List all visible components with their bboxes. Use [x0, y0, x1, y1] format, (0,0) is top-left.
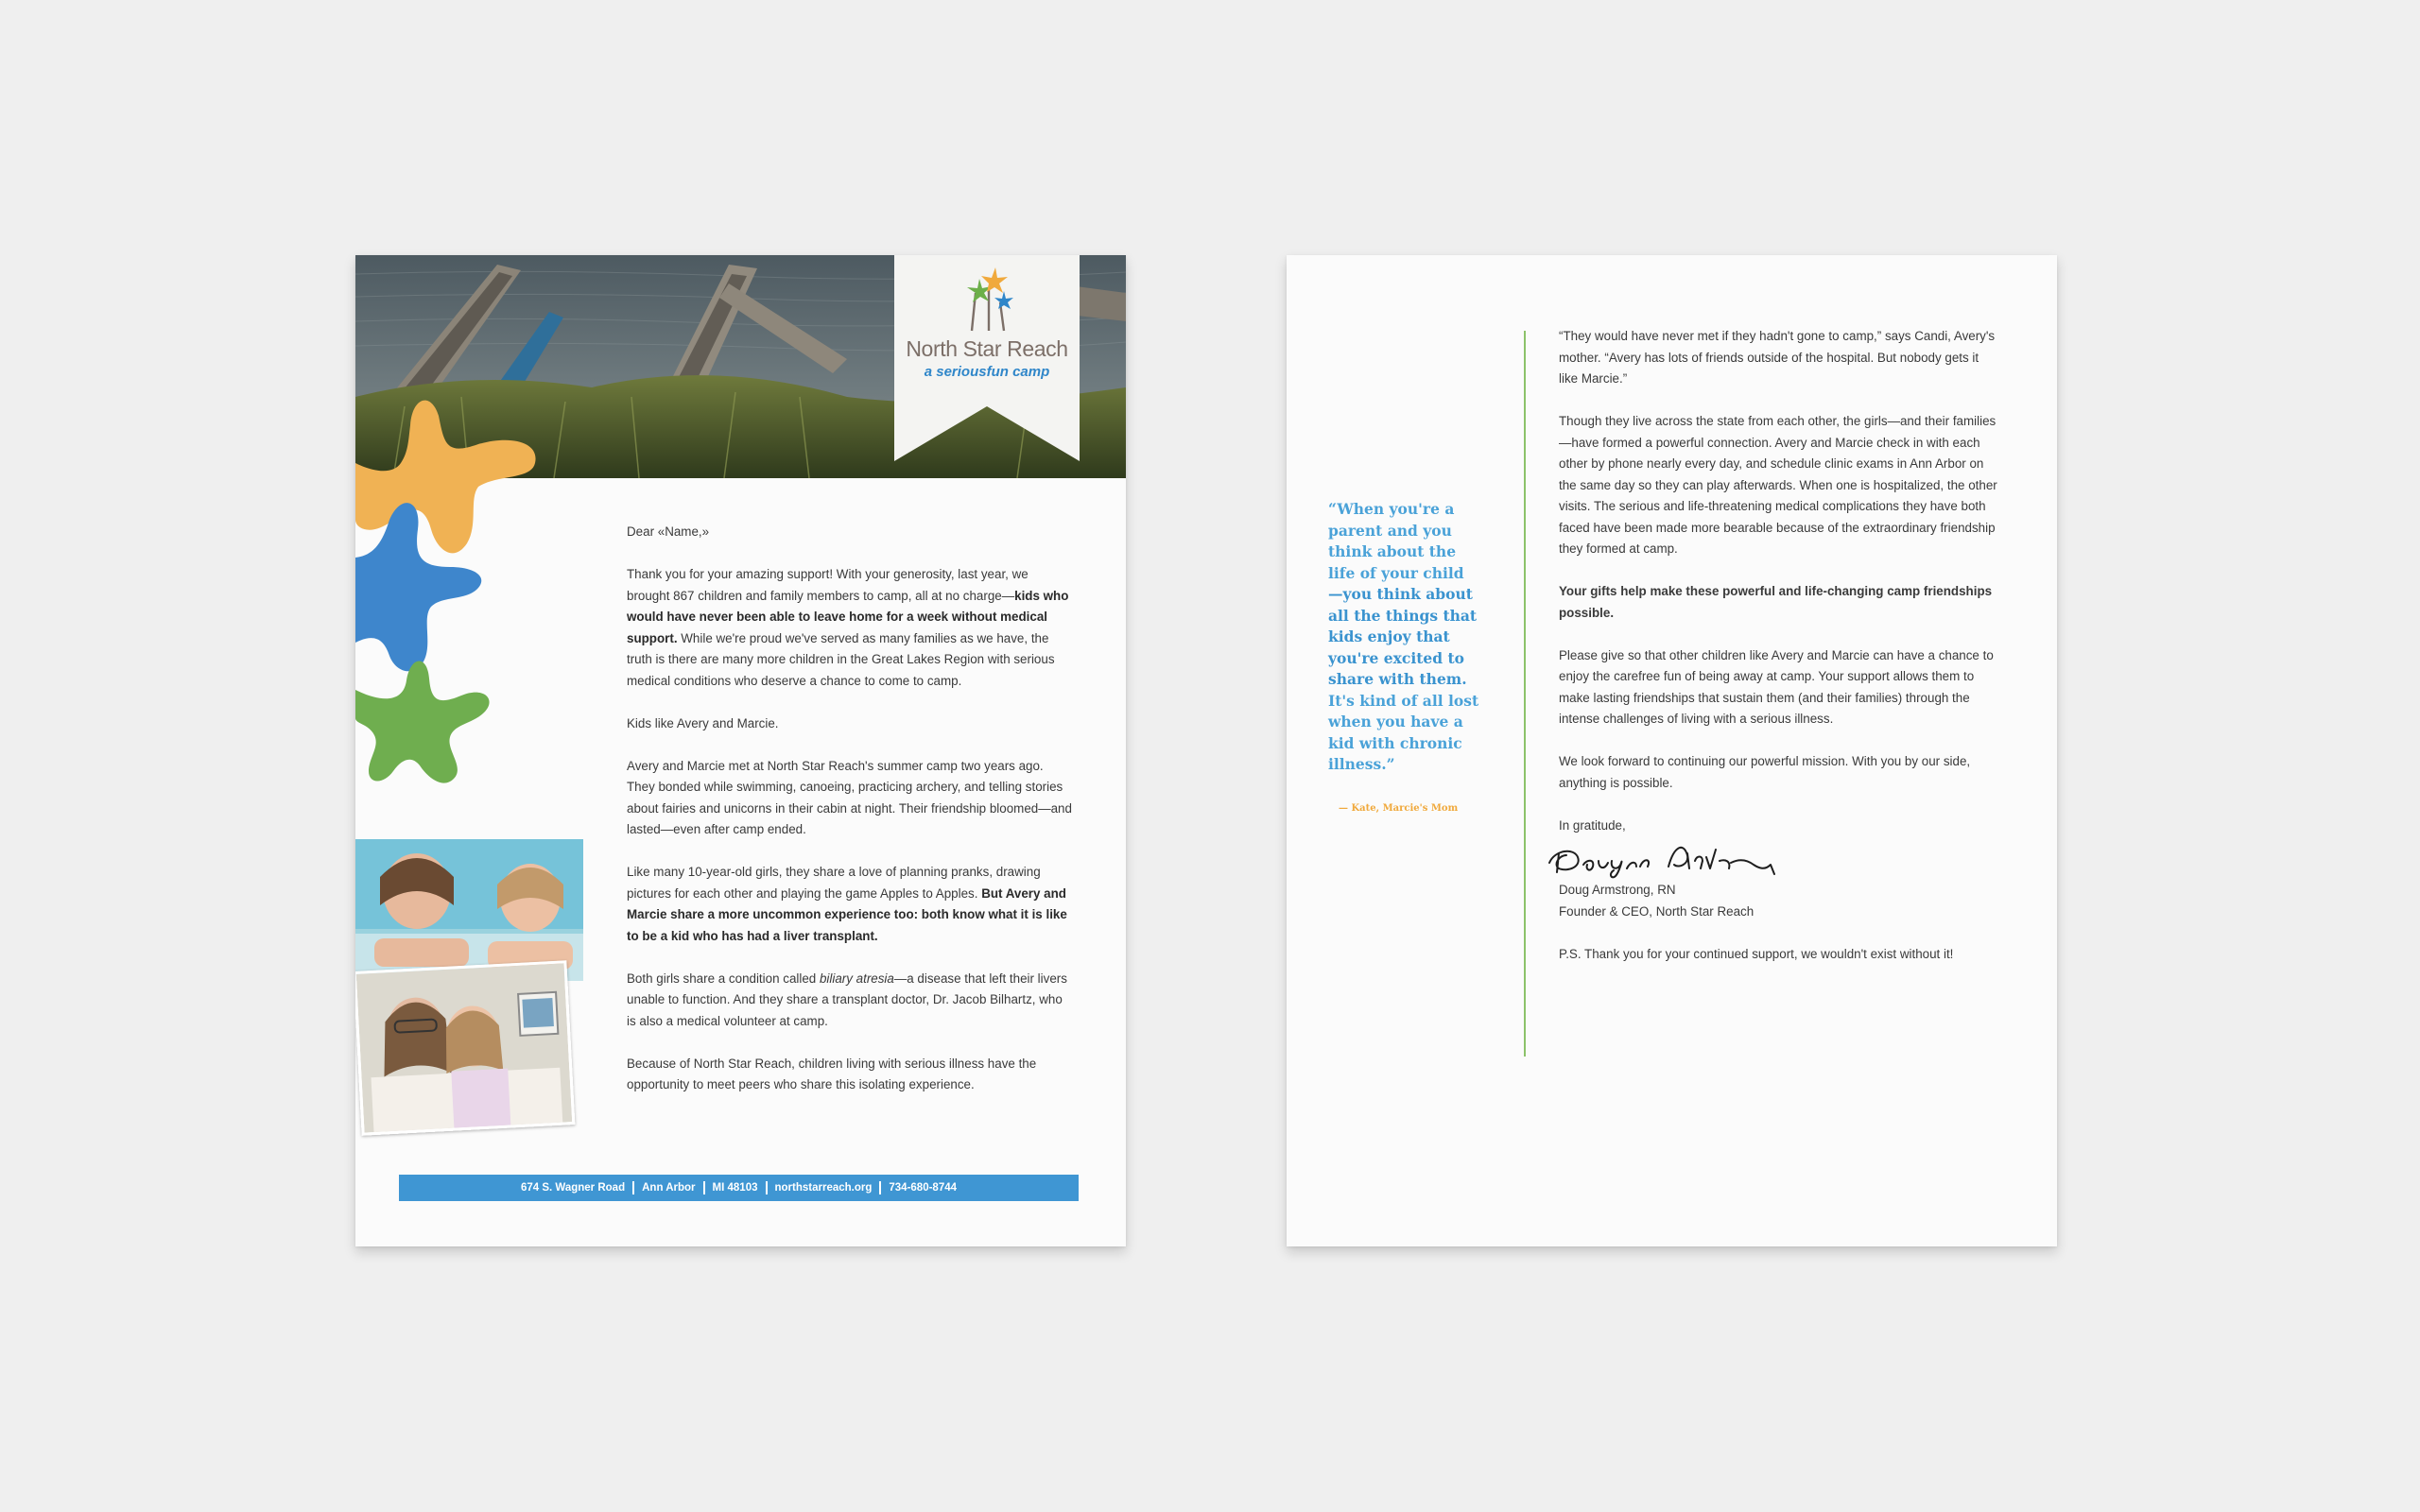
paragraph-5: Both girls share a condition called biliary atresia—a disease that left their livers unable to function. And they share a transplant doctor, Dr. Jacob Bilhartz, who is also a medical volunteer at camp.: [627, 971, 1067, 1028]
footer-state-zip: MI 48103: [712, 1182, 758, 1194]
decorative-stars: [355, 387, 563, 846]
paragraph-10: Please give so that other children like Avery and Marcie can have a chance to enjoy the carefree fun of being away at camp. Your support allows them to make lasting friendships that sustain them (and their families) through the intense challenges of living with a serious illness.: [1559, 647, 1994, 726]
photo-girls-pool: [355, 839, 583, 981]
footer-city: Ann Arbor: [642, 1182, 696, 1194]
footer-divider: [766, 1181, 768, 1194]
footer-divider: [703, 1181, 705, 1194]
paragraph-8: Though they live across the state from each other, the girls—and their families—have formed a powerful connection. Avery and Marcie check in with each other by phone nearly every day, and schedule clinic exams in Ann Arbor on the same day so they can play afterwards. When one is hospitalized, the other visits. The serious and life-threatening medical complications they have both faced have been made more bearable because of the extraordinary friendship they formed at camp.: [1559, 414, 1997, 556]
orange-star-icon: [355, 401, 536, 554]
contact-footer: [399, 1175, 1079, 1201]
vertical-divider: [1524, 331, 1526, 1057]
logo-tagline: a seriousfun camp: [924, 364, 1050, 380]
letter-page-back: [1287, 255, 2057, 1246]
photo-girls-indoors: [355, 960, 575, 1136]
paragraph-1: Thank you for your amazing support! With your generosity, last year, we brought 867 children and family members to camp, all at no charge—kids who would have never been able to leave home for a week without medical support. While we're proud we've served as many families as we have, the truth is there are many more children in the Great Lakes Region with serious medical conditions who deserve a chance to come to camp.: [627, 567, 1069, 688]
letter-page-front: [355, 255, 1126, 1246]
signer-name: Doug Armstrong, RN: [1559, 883, 1676, 897]
footer-website[interactable]: northstarreach.org: [774, 1182, 873, 1194]
letter-body-continued: [1559, 326, 1998, 987]
logo-name: North Star Reach: [906, 336, 1068, 361]
salutation: Dear «Name,»: [627, 524, 710, 539]
footer-divider: [632, 1181, 634, 1194]
closing: In gratitude,: [1559, 817, 1626, 833]
green-star-icon: [355, 661, 490, 782]
paragraph-4: Like many 10-year-old girls, they share a love of planning pranks, drawing pictures for each other and playing the game Apples to Apples. But Avery and Marcie share a more uncommon experience too: both know what it is like to be a kid who has had a liver transplant.: [627, 865, 1067, 943]
footer-phone[interactable]: 734-680-8744: [889, 1182, 958, 1194]
signer-title: Founder & CEO, North Star Reach: [1559, 903, 1754, 919]
paragraph-11: We look forward to continuing our powerful mission. With you by our side, anything is possible.: [1559, 754, 1971, 790]
footer-address: 674 S. Wagner Road: [520, 1182, 626, 1194]
footer-divider: [879, 1181, 881, 1194]
pull-quote: “When you're a parent and you think about the life of your child —you think about all the things that kids enjoy that you're excited to share with them. It's kind of all lost when you have a kid with chronic illness.”: [1328, 500, 1479, 773]
logo-banner: [894, 255, 1080, 461]
handwritten-signature: [1546, 836, 1998, 880]
quote-attribution: — Kate, Marcie's Mom: [1339, 803, 1459, 814]
paragraph-7: “They would have never met if they hadn't gone to camp,” says Candi, Avery's mother. “Avery has lots of friends outside of the hospital. But nobody gets it like Marcie.”: [1559, 329, 1996, 386]
paragraph-3: Avery and Marcie met at North Star Reach's summer camp two years ago. They bonded while swimming, canoeing, practicing archery, and telling stories about fairies and unicorns in their cabin at night. Their friendship bloomed—and lasted—even after camp ended.: [627, 758, 1072, 836]
paragraph-6: Because of North Star Reach, children living with serious illness have the opportunity to meet peers who share this isolating experience.: [627, 1056, 1037, 1091]
postscript: P.S. Thank you for your continued support, we wouldn't exist without it!: [1559, 946, 1954, 961]
paragraph-9: Your gifts help make these powerful and life-changing camp friendships possible.: [1559, 584, 1993, 620]
letter-body: [627, 522, 1073, 1117]
paragraph-2: Kids like Avery and Marcie.: [627, 715, 779, 730]
